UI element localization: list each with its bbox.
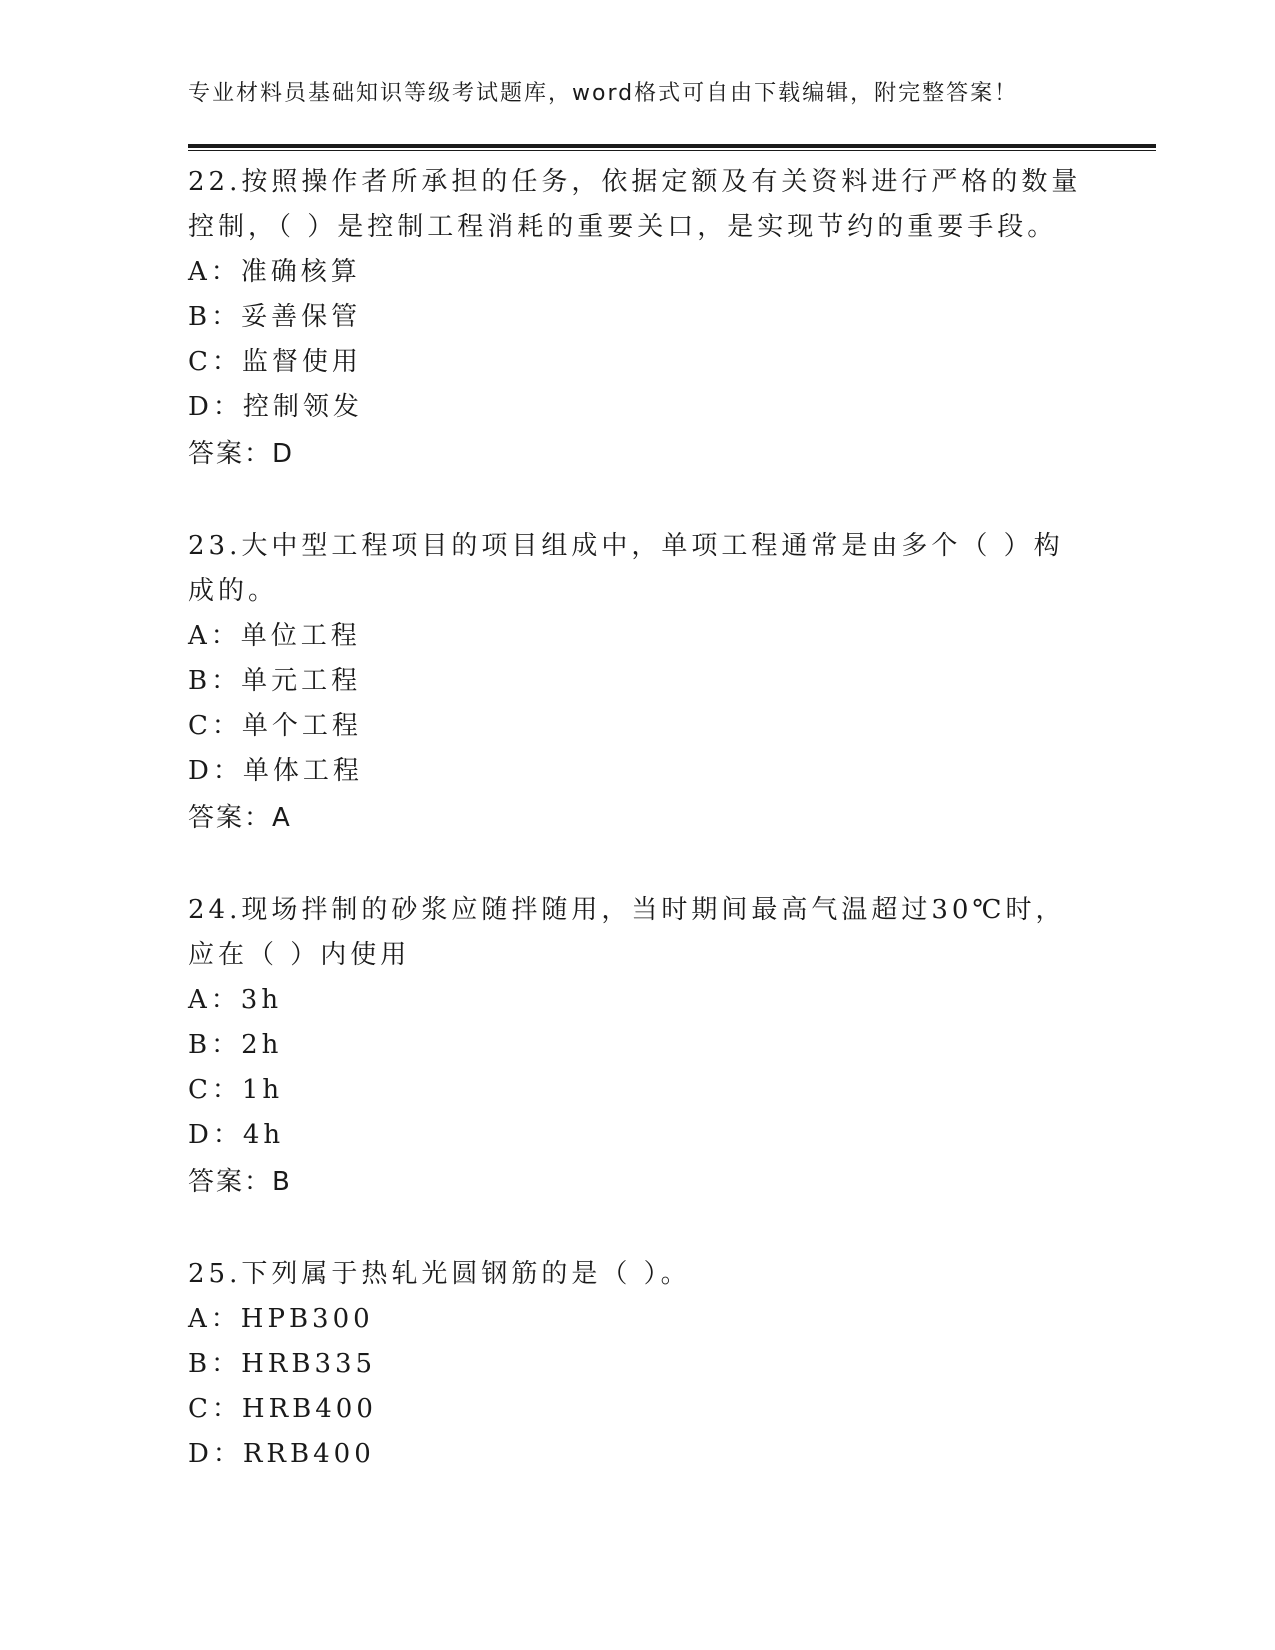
- option-b: B：妥善保管: [188, 302, 362, 332]
- header-rule-thin: [188, 150, 1156, 151]
- question-text: 22.按照操作者所承担的任务，依据定额及有关资料进行严格的数量控制，（ ）是控制工程消耗的重要关口，是实现节约的重要手段。: [188, 167, 1082, 242]
- question-text: 24.现场拌制的砂浆应随拌随用，当时期间最高气温超过30℃时，应在（ ）内使用: [188, 895, 1066, 970]
- header-rule-thick: [188, 144, 1156, 148]
- option-d: D：控制领发: [188, 392, 363, 422]
- option-d: D：单体工程: [188, 756, 363, 786]
- question-23: [188, 524, 1088, 842]
- question-list: [188, 160, 1088, 1523]
- option-c: C：1h: [188, 1075, 284, 1105]
- question-text: 23.大中型工程项目的项目组成中，单项工程通常是由多个（ ）构成的。: [188, 531, 1064, 606]
- option-a: A：3h: [188, 985, 283, 1015]
- option-a: A：准确核算: [188, 257, 361, 287]
- question-22: [188, 160, 1088, 478]
- answer: 答案：B: [188, 1167, 292, 1197]
- option-a: A：单位工程: [188, 621, 361, 651]
- option-b: B：单元工程: [188, 666, 362, 696]
- question-text: 25.下列属于热轧光圆钢筋的是（ ）。: [188, 1259, 691, 1289]
- option-c: C：监督使用: [188, 347, 362, 377]
- page-header: 专业材料员基础知识等级考试题库，word格式可自由下载编辑，附完整答案！: [188, 81, 1019, 106]
- question-25: [188, 1252, 1088, 1477]
- option-d: D：4h: [188, 1120, 285, 1150]
- question-24: [188, 888, 1088, 1206]
- option-d: D：RRB400: [188, 1439, 375, 1469]
- option-a: A：HPB300: [188, 1304, 374, 1334]
- option-c: C：HRB400: [188, 1394, 377, 1424]
- option-b: B：2h: [188, 1030, 283, 1060]
- option-b: B：HRB335: [188, 1349, 377, 1379]
- answer: 答案：D: [188, 439, 295, 469]
- answer: 答案：A: [188, 803, 292, 833]
- option-c: C：单个工程: [188, 711, 362, 741]
